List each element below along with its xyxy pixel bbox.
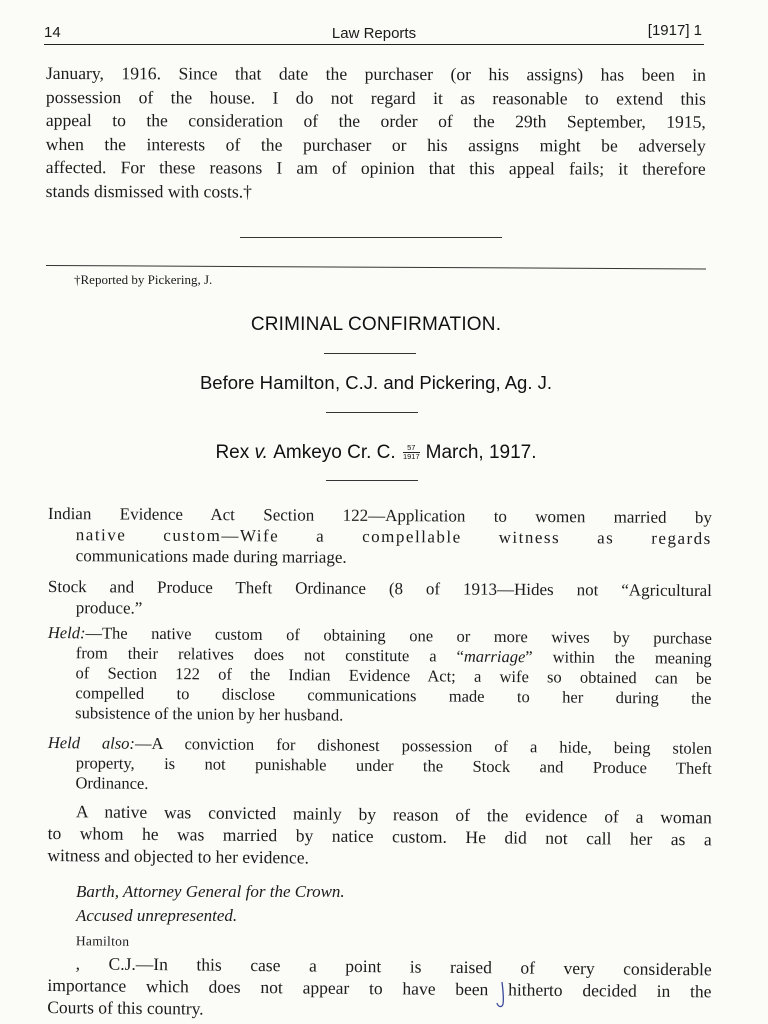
- paragraph-line: possession of the house. I do not regard it as reasonable to extend this: [45, 86, 706, 109]
- headnote-stock-ordinance: [48, 576, 712, 622]
- running-title: Law Reports: [331, 25, 417, 42]
- opening-paragraph: [46, 62, 706, 205]
- accused-line: Accused unrepresented.: [76, 906, 238, 925]
- headnote-line: Stock and Produce Theft Ordinance (8 of 1913—Hides not “Agricultural: [47, 577, 712, 601]
- case-number-fraction: $\frac{57}{1917}$: [402, 443, 420, 462]
- holding-line: of Section 122 of the Indian Evidence Act; a wife so obtained can be: [75, 663, 712, 688]
- holding-line: property, is not punishable under the Stock and Produce Theft: [75, 753, 712, 778]
- held-also-label: Held also:: [47, 733, 136, 753]
- judgment-line: Hamilton , C.J.—In this case a point is raised of very considerable: [48, 930, 712, 980]
- party-name: Rex: [215, 442, 250, 463]
- paragraph-line: stands dismissed with costs.†: [45, 180, 252, 202]
- headnote-line: produce.”: [75, 598, 143, 618]
- pen-mark: [494, 980, 524, 1010]
- judgment-line: importance which does not appear to have been hitherto decided in the: [47, 974, 712, 1002]
- paragraph-line: when the interests of the purchaser or his assigns might be adversely: [45, 133, 706, 156]
- case-date: March, 1917.: [425, 442, 537, 463]
- counsel-line: Barth, Attorney General for the Crown.: [76, 882, 345, 901]
- headnote-line: Indian Evidence Act Section 122—Application to women married by: [47, 503, 712, 528]
- judge-name: Hamilton: [75, 933, 130, 949]
- judge-name: Pickering: [419, 372, 496, 393]
- volume-citation: [1917] 1: [647, 22, 702, 39]
- holding-line: compelled to disclose communications made to her during the: [75, 683, 712, 708]
- end-of-report-rule: [240, 237, 502, 238]
- page-number: 14: [44, 24, 61, 41]
- party-name: Amkeyo: [273, 442, 342, 463]
- holding-line: Held:—The native custom of obtaining one or more wives by purchase: [47, 623, 712, 648]
- heading-divider: [324, 353, 416, 354]
- judgment-line: Courts of this country.: [47, 996, 204, 1019]
- held-label: Held:: [47, 623, 86, 643]
- facts-paragraph: [47, 800, 712, 872]
- heading-divider: [326, 480, 418, 481]
- running-header: [44, 22, 704, 45]
- facts-line: A native was convicted mainly by reason of the evidence of a woman: [75, 801, 712, 828]
- headnote-line: communications made during marriage.: [75, 546, 347, 567]
- footnote: †Reported by Pickering, J.: [74, 272, 213, 287]
- holding-line: from their relatives does not constitute a “marriage” within the meaning: [75, 643, 712, 668]
- holding-line: Held also:—A conviction for dishonest possession of a hide, being stolen: [47, 733, 712, 758]
- paragraph-line: appeal to the consideration of the order of the 29th September, 1915,: [45, 109, 706, 132]
- holding: [47, 623, 712, 729]
- footnote-separator: [46, 265, 706, 269]
- headnote-evidence-act: [48, 503, 712, 570]
- judge-name: Hamilton: [259, 372, 336, 393]
- section-title: CRIMINAL CONFIRMATION.: [250, 314, 502, 335]
- holding-line: subsistence of the union by her husband.: [75, 703, 344, 725]
- holding-line: Ordinance.: [75, 773, 149, 793]
- facts-line: witness and objected to her evidence.: [47, 844, 309, 868]
- holding-also: [47, 733, 711, 799]
- paragraph-line: affected. For these reasons I am of opinion that this appeal fails; it therefore: [45, 156, 706, 179]
- judgment-opening: [47, 930, 712, 1024]
- bench-line: Before Hamilton, C.J. and Pickering, Ag. J.: [199, 372, 553, 393]
- paragraph-line: January, 1916. Since that date the purchaser (or his assigns) has been in: [45, 62, 706, 85]
- case-citation: Rex v. Amkeyo Cr. C. $\frac{57}{1917}$ March, 1917.: [215, 442, 537, 463]
- facts-line: to whom he was married by natice custom. He did not call her as a: [47, 822, 712, 850]
- heading-divider: [326, 412, 418, 413]
- headnote-line: native custom—Wife a compellable witness as regards: [75, 525, 712, 549]
